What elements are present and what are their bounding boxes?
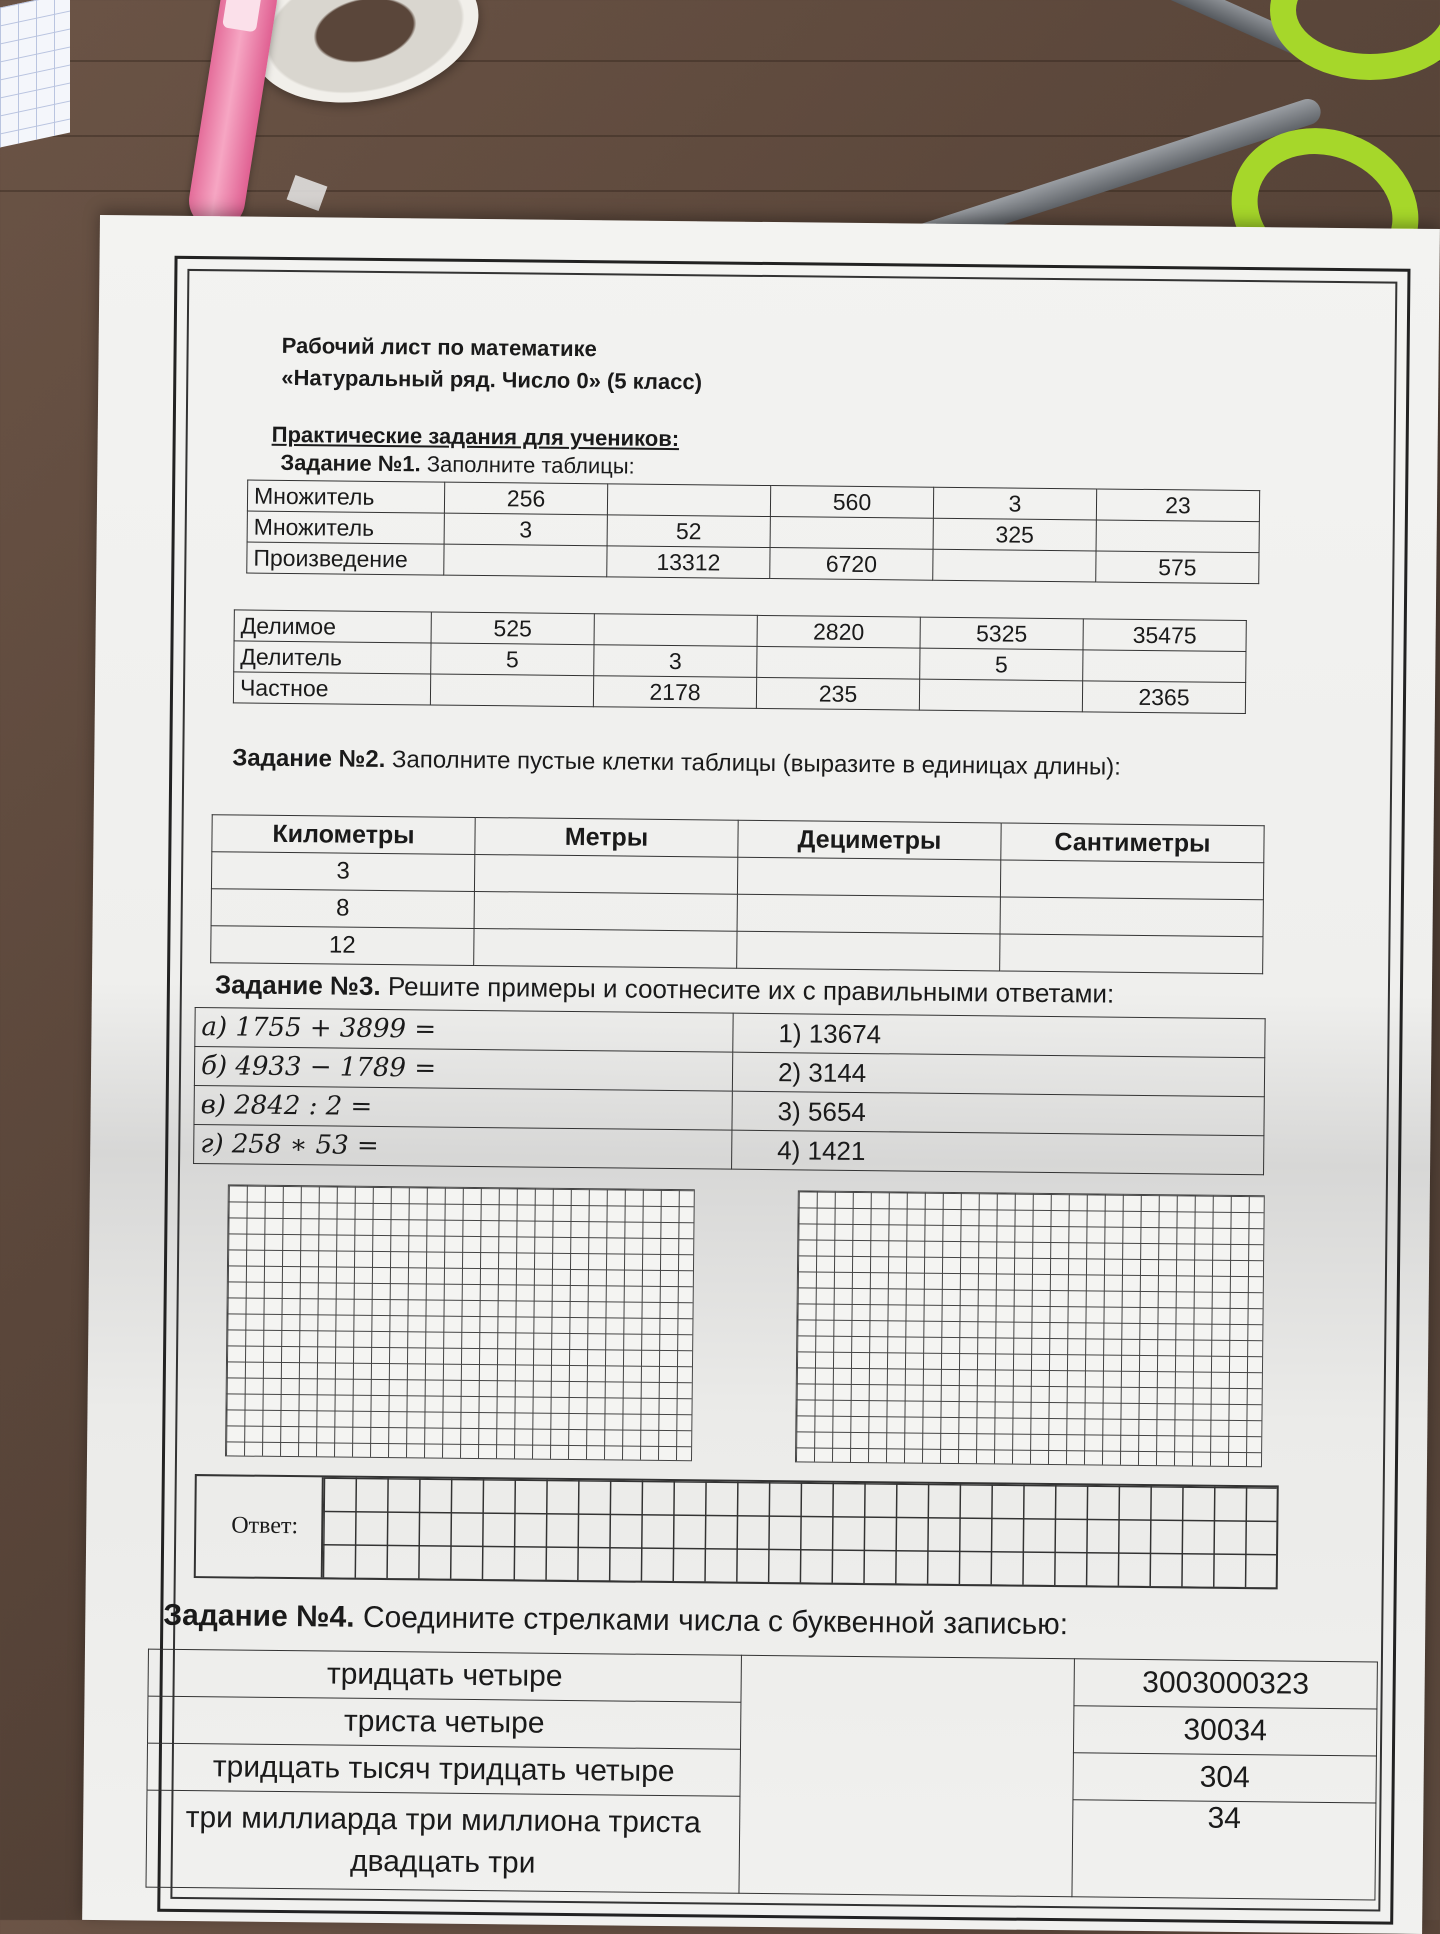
multiplication-table — [246, 480, 1260, 585]
table-header-row: Километры Метры Дециметры Сантиметры — [212, 815, 1264, 863]
task1-heading: Задание №1. Заполните таблицы: — [280, 449, 635, 479]
scratch-grid-left[interactable] — [225, 1184, 695, 1461]
task4-heading: Задание №4. Соедините стрелками числа с буквенной записью: — [163, 1598, 1069, 1642]
table-row: 3 — [211, 852, 1263, 900]
paper-scrap — [287, 175, 328, 211]
matching-table — [145, 1649, 1377, 1901]
table-row: Частное 2178 235 2365 — [233, 672, 1245, 714]
scissors-handle-top — [1270, 0, 1440, 80]
table-row: Множитель 256 560 3 23 — [247, 480, 1259, 522]
table-row: триста четыре 30034 — [148, 1696, 1377, 1756]
length-units-table — [210, 814, 1265, 974]
task2-heading: Задание №2. Заполните пустые клетки таблицы (выразите в единицах длины): — [232, 744, 1122, 781]
worksheet-paper — [82, 215, 1440, 1934]
table-row: г) 258 ∗ 53 = 4) 1421 — [194, 1125, 1264, 1175]
table-row: тридцать тысяч тридцать четыре 304 — [147, 1743, 1376, 1803]
table-row: Множитель 3 52 325 — [247, 511, 1259, 553]
arrow-area[interactable] — [739, 1655, 1074, 1896]
table-row: в) 2842 : 2 = 3) 5654 — [194, 1086, 1264, 1136]
worksheet-title: Рабочий лист по математике «Натуральный ряд. Число 0» (5 класс) — [281, 332, 703, 395]
scratch-grid-right[interactable] — [795, 1190, 1265, 1467]
pink-marker — [185, 0, 281, 233]
answer-grid[interactable] — [321, 1477, 1277, 1587]
table-row: б) 4933 − 1789 = 2) 3144 — [194, 1047, 1264, 1097]
table-row: Делимое 525 2820 5325 35475 — [234, 610, 1246, 652]
tape-roll — [238, 0, 492, 122]
task3-heading: Задание №3. Решите примеры и соотнесите их с правильными ответами: — [214, 969, 1115, 1009]
grid-paper-corner — [0, 0, 70, 147]
worksheet-frame — [157, 256, 1410, 1925]
table-row: 8 — [211, 889, 1263, 937]
table-row: Произведение 13312 6720 575 — [247, 542, 1259, 584]
table-row: Делитель 5 3 5 — [234, 641, 1246, 683]
practical-tasks-heading: Практические задания для учеников: — [271, 421, 680, 452]
marker-cap — [222, 0, 262, 32]
table-row: три миллиарда три миллиона триста двадцать три 34 — [146, 1790, 1376, 1900]
table-row: 12 — [211, 926, 1263, 974]
table-row: а) 1755 + 3899 = 1) 13674 — [195, 1008, 1265, 1058]
answer-box — [194, 1474, 1279, 1589]
table-row: тридцать четыре 3003000323 — [148, 1649, 1377, 1709]
examples-table — [193, 1007, 1266, 1175]
division-table — [233, 609, 1247, 714]
answer-label: Ответ: — [231, 1512, 299, 1540]
